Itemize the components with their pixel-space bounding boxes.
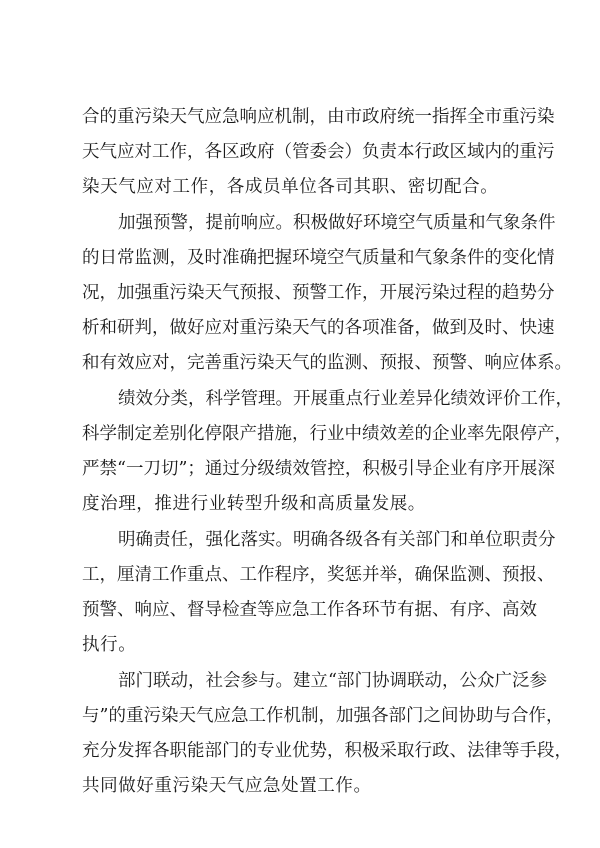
paragraph-line: 和有效应对，完善重污染天气的监测、预报、预警、响应体系。 [82, 353, 572, 373]
paragraph-line: 充分发挥各职能部门的专业优势，积极采取行政、法律等手段， [82, 741, 572, 761]
paragraph-line: 绩效分类，科学管理。开展重点行业差异化绩效评价工作， [118, 389, 573, 409]
paragraph-line: 加强预警，提前响应。积极做好环境空气质量和气象条件 [118, 213, 556, 233]
paragraph-line: 工，厘清工作重点、工作程序，奖惩并举，确保监测、预报、 [82, 565, 555, 585]
paragraph-line: 严禁“一刀切”；通过分级绩效管控，积极引导企业有序开展深 [82, 459, 555, 479]
paragraph-line: 共同做好重污染天气应急处置工作。 [82, 776, 372, 796]
paragraph-line: 部门联动，社会参与。建立“部门协调联动，公众广泛参 [118, 671, 547, 691]
paragraph-line: 况，加强重污染天气预报、预警工作，开展污染过程的趋势分 [82, 283, 555, 303]
paragraph-line: 天气应对工作，各区政府（管委会）负责本行政区域内的重污 [82, 142, 555, 162]
paragraph-line: 染天气应对工作，各成员单位各司其职、密切配合。 [82, 177, 499, 197]
paragraph-line: 预警、响应、督导检查等应急工作各环节有据、有序、高效 [82, 600, 537, 620]
paragraph-line: 的日常监测，及时准确把握环境空气质量和气象条件的变化情 [82, 248, 555, 268]
paragraph-line: 度治理，推进行业转型升级和高质量发展。 [82, 494, 426, 514]
paragraph-line: 执行。 [82, 635, 137, 655]
paragraph-line: 合的重污染天气应急响应机制，由市政府统一指挥全市重污染 [82, 107, 555, 127]
paragraph-line: 科学制定差别化停限产措施，行业中绩效差的企业率先限停产， [82, 424, 572, 444]
paragraph-line: 明确责任，强化落实。明确各级各有关部门和单位职责分 [118, 530, 556, 550]
paragraph-line: 与”的重污染天气应急工作机制，加强各部门之间协助与合作， [82, 706, 564, 726]
paragraph-line: 析和研判，做好应对重污染天气的各项准备，做到及时、快速 [82, 318, 555, 338]
